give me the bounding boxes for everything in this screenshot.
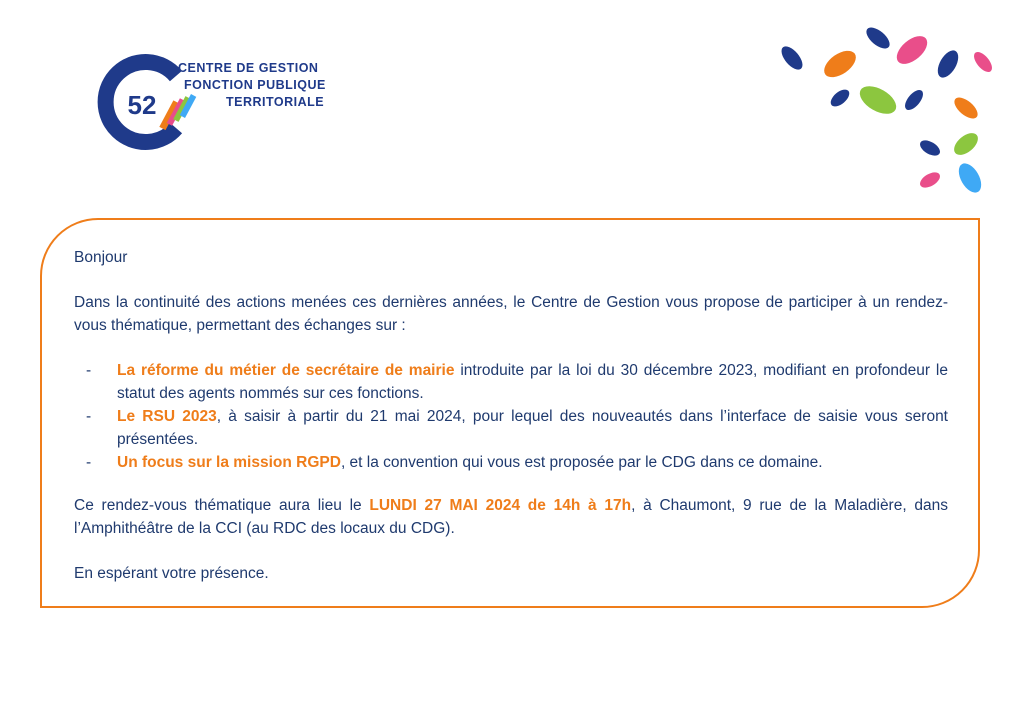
event-date: LUNDI 27 MAI 2024 de 14h à 17h	[369, 497, 632, 514]
topic-highlight: Le RSU 2023	[117, 408, 217, 425]
decorative-leaves	[770, 20, 1000, 200]
bullet-dash: -	[86, 454, 92, 471]
event-text-before: Ce rendez-vous thématique aura lieu le	[74, 497, 370, 514]
bullet-dash: -	[86, 408, 92, 425]
topic-item	[74, 405, 948, 451]
topic-item	[74, 451, 948, 474]
bullet-dash: -	[86, 362, 92, 379]
organization-name	[176, 60, 326, 111]
org-line-2: FONCTION PUBLIQUE	[184, 78, 326, 92]
org-line-3: TERRITORIALE	[226, 95, 325, 109]
logo-number: 52	[127, 90, 157, 120]
topic-item	[74, 359, 948, 405]
topics-list	[74, 359, 948, 474]
topic-highlight: Un focus sur la mission RGPD	[117, 454, 341, 471]
topic-text: , et la convention qui vous est proposée par le CDG dans ce domaine.	[340, 454, 823, 471]
event-paragraph	[74, 494, 948, 540]
intro-paragraph: Dans la continuité des actions menées ces dernières années, le Centre de Gestion vous propose de participer à un rendez-vous thématique, permettant des échanges sur :	[74, 294, 948, 334]
topic-text: , à saisir à partir du 21 mai 2024, pour lequel des nouveautés dans l’interface de saisie vous seront présentées.	[117, 408, 948, 448]
greeting: Bonjour	[74, 249, 128, 266]
letter-body	[74, 246, 948, 585]
closing-line: En espérant votre présence.	[74, 565, 269, 582]
org-line-1: CENTRE DE GESTION	[178, 61, 319, 75]
topic-highlight: La réforme du métier de secrétaire de mairie	[117, 362, 455, 379]
event-text-after: , à Chaumont, 9 rue de la Maladière, dans l’Amphithéâtre de la CCI (au RDC des locaux du CDG).	[74, 497, 948, 537]
topic-text: introduite par la loi du 30 décembre 2023, modifiant en profondeur le statut des agents nommés sur ces fonctions.	[117, 362, 948, 402]
